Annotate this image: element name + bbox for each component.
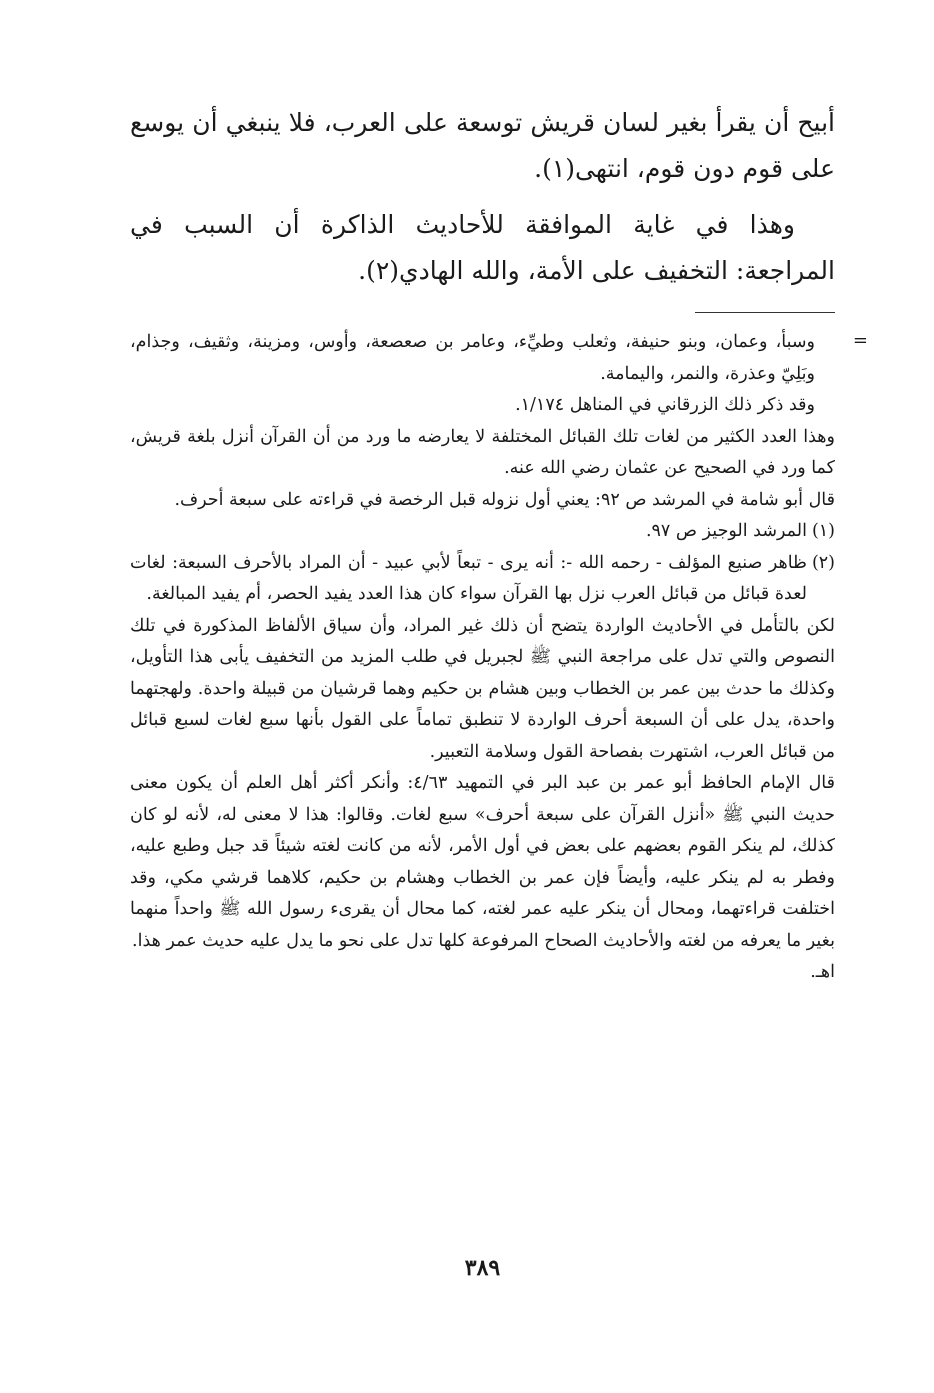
footnote-paragraph: اهـ. — [810, 962, 835, 982]
footnote-divider — [695, 312, 835, 313]
book-page — [130, 100, 868, 1281]
footnotes-section — [130, 327, 868, 989]
footnote-paragraph: ظاهر صنيع المؤلف - رحمه الله -: أنه يرى - تبعاً لأبي عبيد - أن المراد بالأحرف السبعة: لغات لعدة قبائل من قبائل العرب نزل بها القرآن سواء كان هذا العدد يفيد الحصر، أم يفيد المبالغة. — [130, 552, 807, 604]
footnote-2 — [130, 548, 835, 989]
continued-note-line: وهذا العدد الكثير من لغات تلك القبائل المختلفة لا يعارضه ما ورد من أن القرآن أنزل بلغة قريش، كما ورد في الصحيح عن عثمان رضي الله عنه. — [130, 426, 835, 478]
main-paragraph-1: أبيح أن يقرأ بغير لسان قريش توسعة على العرب، فلا ينبغي أن يوسع على قوم دون قوم، انتهى(١). — [130, 108, 835, 183]
main-paragraph-2: وهذا في غاية الموافقة للأحاديث الذاكرة أن السبب في المراجعة: التخفيف على الأمة، والله الهادي(٢). — [130, 210, 835, 285]
footnote-paragraph: قال الإمام الحافظ أبو عمر بن عبد البر في التمهيد ٤/٦٣: وأنكر أكثر أهل العلم أن يكون معنى حديث النبي ﷺ «أنزل القرآن على سبعة أحرف» سبع لغات. وقالوا: هذا لا معنى له، لأنه لو كان كذلك، لم ينكر القوم بعضهم على بعض في أول الأمر، لأنه من كانت لغته شيئاً قد جبل وطبع عليه، وفطر به لم ينكر عليه، وأيضاً فإن عمر بن الخطاب وهشام بن حكيم، كلاهما قرشي مكي، وقد اختلفت قراءتهما، ومحال أن ينكر عليه عمر لغته، كما محال أن يقرىء رسول الله ﷺ واحداً منهما بغير ما يعرفه من لغته والأحاديث الصحاح المرفوعة كلها تدل على نحو ما يدل عليه حديث عمر هذا. — [130, 773, 835, 951]
page-number: ٣٨٩ — [464, 1255, 501, 1281]
continued-footnote — [130, 327, 868, 516]
footnote-text: المرشد الوجيز ص ٩٧. — [645, 521, 807, 541]
continued-note-line: وسبأ، وعمان، وبنو حنيفة، وثعلب وطيِّء، وعامر بن صعصعة، وأوس، ومزينة، وثقيف، وجذام، وبَلِيّ وعذرة، والنمر، واليمامة. — [130, 332, 815, 384]
footnote-marker: (٢) — [811, 552, 835, 573]
footnote-1 — [130, 516, 835, 548]
continued-note-line: قال أبو شامة في المرشد ص ٩٢: يعني أول نزوله قبل الرخصة في قراءته على سبعة أحرف. — [174, 489, 835, 510]
continued-note-line: وقد ذكر ذلك الزرقاني في المناهل ١/١٧٤. — [515, 395, 815, 415]
footnote-marker: (١) — [811, 521, 835, 541]
continuation-mark: = — [852, 330, 868, 351]
footnote-paragraph: لكن بالتأمل في الأحاديث الواردة يتضح أن ذلك غير المراد، وأن سياق الألفاظ المذكورة في تلك النصوص والتي تدل على مراجعة النبي ﷺ لجبريل في طلب المزيد من التخفيف يأبى هذا التأويل، وكذلك ما حدث بين عمر بن الخطاب وبين هشام بن حكيم وهما قرشيان من قبيلة واحدة. ولهجتهما واحدة، يدل على أن السبعة أحرف الواردة لا تنطبق تماماً على القول بأنها سبع لغات لسبع قبائل من قبائل العرب، اشتهرت بفصاحة القول وسلامة التعبير. — [130, 615, 835, 762]
